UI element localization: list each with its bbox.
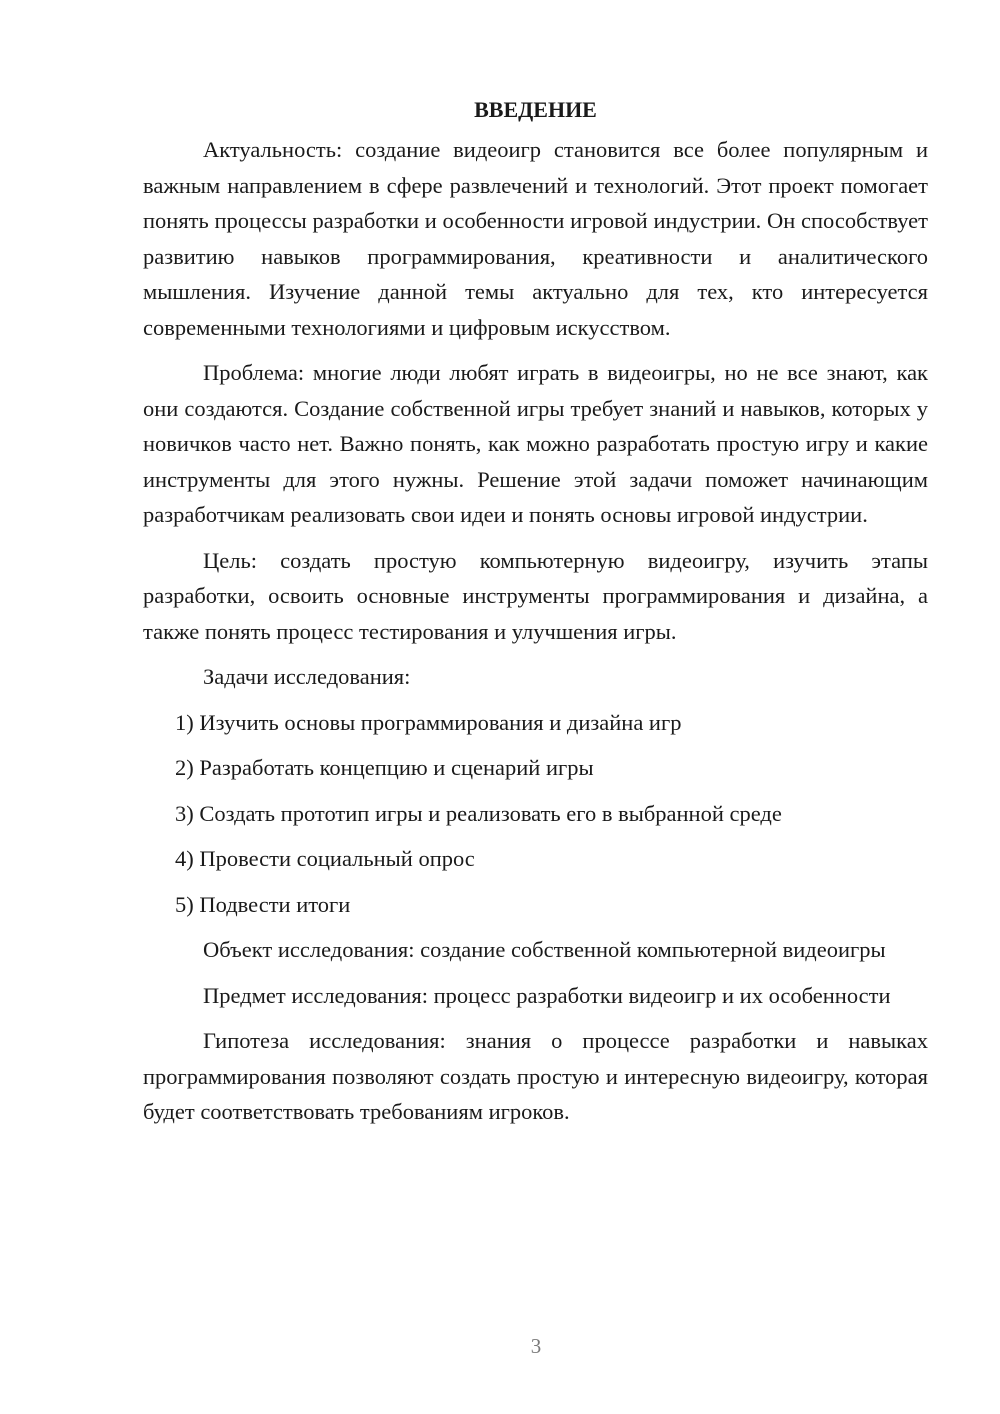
list-item: 5) Подвести итоги bbox=[175, 891, 351, 917]
goal-paragraph: Цель: создать простую компьютерную видеоигру, изучить этапы разработки, освоить основные инструменты программирования и дизайна, а также понять процесс тестирования и улучшения игры. bbox=[143, 547, 928, 644]
relevance-paragraph: Актуальность: создание видеоигр становится все более популярным и важным направлением в сфере развлечений и технологий. Этот проект помогает понять процессы разработки и особенности игровой индустрии. Он способствует развитию навыков программирования, креативности и аналитического мышления. Изучение данной темы актуально для тех, кто интересуется современными технологиями и цифровым искусством. bbox=[143, 137, 928, 340]
object-paragraph: Объект исследования: создание собственной компьютерной видеоигры bbox=[203, 937, 886, 962]
list-item: 3) Создать прототип игры и реализовать его в выбранной среде bbox=[175, 800, 782, 826]
list-item: 2) Разработать концепцию и сценарий игры bbox=[175, 755, 594, 780]
page-number: 3 bbox=[530, 1334, 542, 1358]
tasks-heading: Задачи исследования: bbox=[203, 664, 411, 689]
problem-paragraph: Проблема: многие люди любят играть в видеоигры, но не все знают, как они создаются. Создание собственной игры требует знаний и навыков, которых у новичков часто нет. Важно понять, как можно разработать простую игру и какие инструменты для этого нужны. Решение этой задачи поможет начинающим разработчикам реализовать свои идеи и понять основы игровой индустрии. bbox=[143, 360, 928, 527]
page-title: ВВЕДЕНИЕ bbox=[474, 97, 597, 122]
list-item: 4) Провести социальный опрос bbox=[175, 846, 475, 871]
subject-paragraph: Предмет исследования: процесс разработки видеоигр и их особенности bbox=[203, 982, 891, 1008]
hypothesis-paragraph: Гипотеза исследования: знания о процессе разработки и навыках программирования позволяют создать простую и интересную видеоигру, которая будет соответствовать требованиям игроков. bbox=[143, 1028, 928, 1124]
list-item: 1) Изучить основы программирования и дизайна игр bbox=[175, 709, 682, 735]
page-content bbox=[143, 96, 928, 1140]
tasks-list bbox=[143, 705, 928, 923]
